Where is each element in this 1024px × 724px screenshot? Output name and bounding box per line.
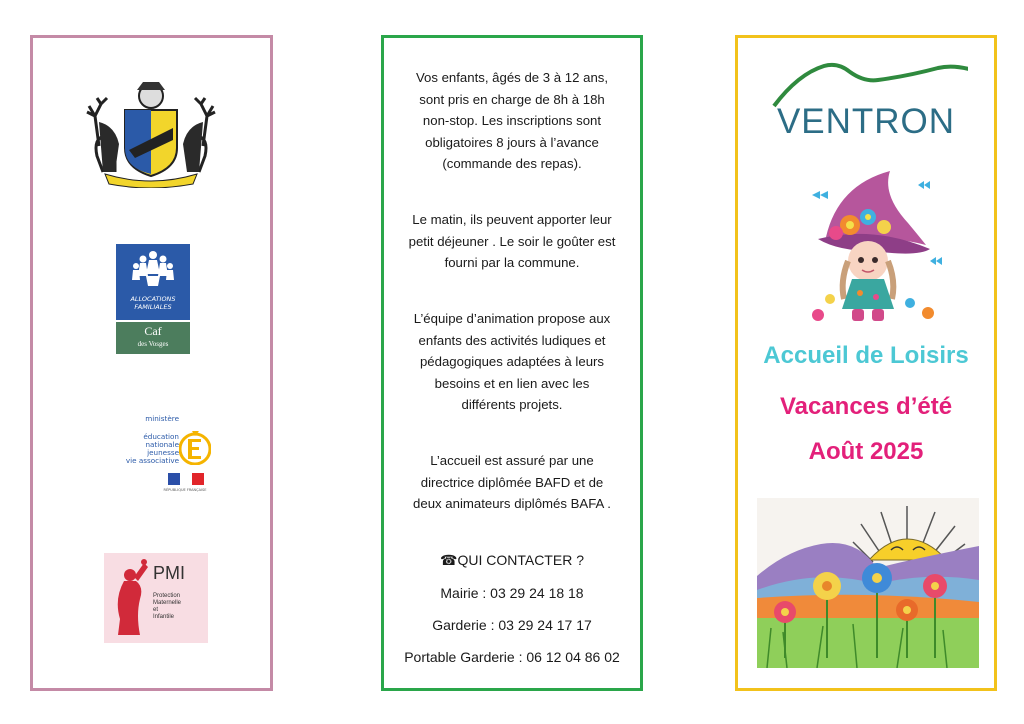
pmi-title: PMI	[153, 563, 186, 583]
contact-portable: Portable Garderie : 06 12 04 86 02	[404, 649, 620, 665]
right-panel	[735, 35, 997, 691]
coat-of-arms-logo	[85, 76, 217, 188]
text-line: différents projets.	[461, 397, 563, 412]
ministere-line: ministère	[145, 414, 179, 423]
text-line: deux animateurs diplômés BAFA .	[413, 496, 611, 511]
text-line: fourni par la commune.	[444, 255, 580, 270]
caf-logo-bottom	[116, 322, 190, 354]
contact-heading: ☎QUI CONTACTER ?	[440, 552, 584, 568]
contact-garderie: Garderie : 03 29 24 17 17	[432, 617, 592, 633]
ministere-line: vie associative	[125, 456, 179, 465]
ventron-wordmark: VENTRON	[776, 102, 956, 141]
caf-logo-top	[116, 244, 190, 320]
text-line: pédagogiques adaptées à leurs	[419, 354, 605, 369]
ministere-line: éducation	[143, 432, 179, 441]
caf-line-1: ALLOCATIONS	[130, 295, 176, 303]
title-vacances: Vacances d’été	[779, 393, 953, 420]
text-line: enfants des activités ludiques et	[418, 332, 606, 348]
french-flag-icon	[168, 473, 204, 485]
sun-flowers-drawing	[757, 498, 979, 668]
gnome-girl-illustration	[798, 165, 948, 325]
ministere-line: nationale	[145, 440, 179, 449]
republique-label: RÉPUBLIQUE FRANÇAISE	[163, 488, 207, 492]
paragraph-enfants	[384, 67, 640, 175]
pmi-sub: et	[153, 607, 159, 613]
ministere-logo	[115, 413, 219, 498]
text-line: Vos enfants, âgés de 3 à 12 ans,	[415, 70, 609, 85]
left-panel	[30, 35, 273, 691]
text-line: L’équipe d’animation propose aux	[413, 311, 611, 326]
text-line: directrice diplômée BAFD et de	[420, 474, 604, 490]
text-line: non-stop. Les inscriptions sont	[422, 113, 602, 128]
paragraph-equipe	[384, 308, 640, 416]
contact-mairie: Mairie : 03 29 24 18 18	[440, 585, 584, 601]
text-line: besoins et en lien avec les	[434, 375, 590, 391]
pmi-sub: Maternelle	[153, 600, 182, 606]
caf-department: des Vosges	[137, 340, 169, 348]
title-accueil: Accueil de Loisirs	[763, 342, 969, 369]
text-line: sont pris en charge de 8h à 18h	[419, 91, 605, 107]
text-line: Le matin, ils peuvent apporter leur	[412, 212, 612, 227]
paragraph-matin	[384, 209, 640, 274]
middle-panel	[381, 35, 643, 691]
pmi-sub: Infantile	[153, 614, 175, 620]
text-line: petit déjeuner . Le soir le goûter est	[408, 233, 616, 249]
caf-word: Caf	[144, 324, 162, 338]
e-letter-icon	[179, 429, 211, 465]
caf-line-2: FAMILIALES	[134, 303, 172, 311]
paragraph-accueil	[384, 450, 640, 515]
text-line: obligatoires 8 jours à l’avance	[425, 134, 599, 150]
family-people-icon	[130, 250, 176, 288]
mother-child-icon	[110, 559, 150, 637]
text-line: (commande des repas).	[442, 156, 582, 171]
pmi-logo	[104, 553, 208, 643]
text-line: L’accueil est assuré par une	[430, 453, 594, 468]
title-aout: Août 2025	[808, 438, 924, 465]
ministere-line: jeunesse	[147, 448, 179, 457]
pmi-sub: Protection	[153, 593, 181, 599]
caf-logo	[116, 244, 190, 354]
